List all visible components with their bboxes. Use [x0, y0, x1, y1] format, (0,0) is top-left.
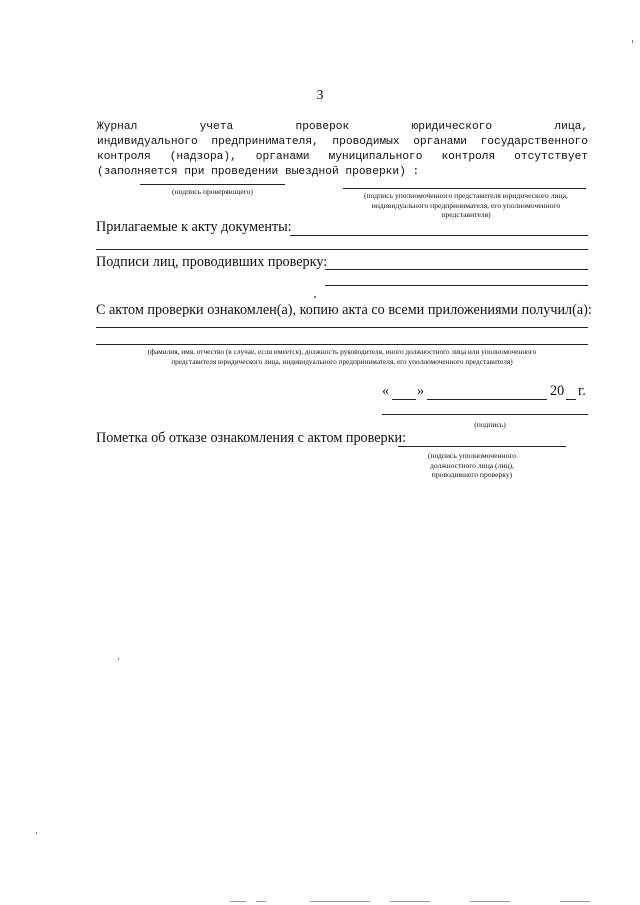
date-signature-caption: (подпись) — [474, 420, 506, 429]
inspector-signature-line[interactable] — [140, 184, 285, 185]
refusal-signature-line[interactable] — [398, 446, 566, 447]
attached-documents-label: Прилагаемые к акту документы: — [96, 219, 292, 235]
refusal-label: Пометка об отказе ознакомления с актом проверки: — [96, 430, 407, 446]
inspectors-signatures-label: Подписи лиц, проводивших проверку: — [96, 254, 328, 270]
journal-line-1: Журнал учета проверок юридического лица, — [97, 121, 588, 133]
scan-edge-mark — [256, 901, 266, 902]
scan-edge-mark — [310, 901, 370, 902]
scan-speck — [118, 658, 119, 660]
date-year-field[interactable] — [566, 399, 576, 400]
journal-line-3: контроля (надзора), органами муниципального контроля отсутствует — [97, 151, 588, 163]
scan-edge-mark — [390, 901, 430, 902]
journal-line-2: индивидуального предпринимателя, проводимых органами государственного — [97, 136, 588, 148]
journal-line-4: (заполняется при проведении выездной проверки) : — [97, 166, 420, 178]
date-close-quote: » — [417, 383, 425, 399]
acquainted-line-2[interactable] — [96, 344, 588, 345]
inspectors-signatures-line-1[interactable] — [325, 269, 588, 270]
page-number: 3 — [316, 88, 324, 103]
date-year-suffix: г. — [578, 383, 586, 399]
acquainted-label: С актом проверки ознакомлен(а), копию акта со всеми приложениями получил(а): — [96, 302, 592, 318]
acquainted-line-1[interactable] — [96, 327, 588, 328]
representative-signature-caption: (подпись уполномоченного представителя юридического лица, индивидуального предпринимателя, его уполномоченного представителя) — [364, 191, 568, 219]
representative-signature-line[interactable] — [343, 188, 586, 189]
refusal-caption: (подпись уполномоченного должностного лица (лиц), проводившего проверку) — [427, 451, 517, 479]
scan-edge-mark — [230, 901, 246, 902]
scan-edge-mark — [560, 901, 590, 902]
date-open-quote: « — [382, 383, 390, 399]
scan-speck — [632, 40, 633, 43]
date-month-field[interactable] — [427, 399, 547, 400]
scan-speck — [314, 296, 316, 298]
date-signature-line[interactable] — [382, 414, 588, 415]
inspector-signature-caption: (подпись проверяющего) — [172, 187, 253, 196]
attached-documents-line-1[interactable] — [290, 235, 588, 236]
inspectors-signatures-line-2[interactable] — [325, 285, 588, 286]
scan-speck — [36, 832, 37, 834]
scan-edge-mark — [470, 901, 510, 902]
acquainted-caption: (фамилия, имя, отчество (в случае, если имеется), должность руководителя, иного должностного лица или уполномоченного представителя юридического лица, индивидуального предпринимателя, его уполномоченного представителя) — [147, 347, 537, 366]
attached-documents-line-2[interactable] — [96, 249, 588, 250]
date-day-field[interactable] — [392, 399, 416, 400]
date-year-prefix: 20 — [550, 383, 565, 399]
